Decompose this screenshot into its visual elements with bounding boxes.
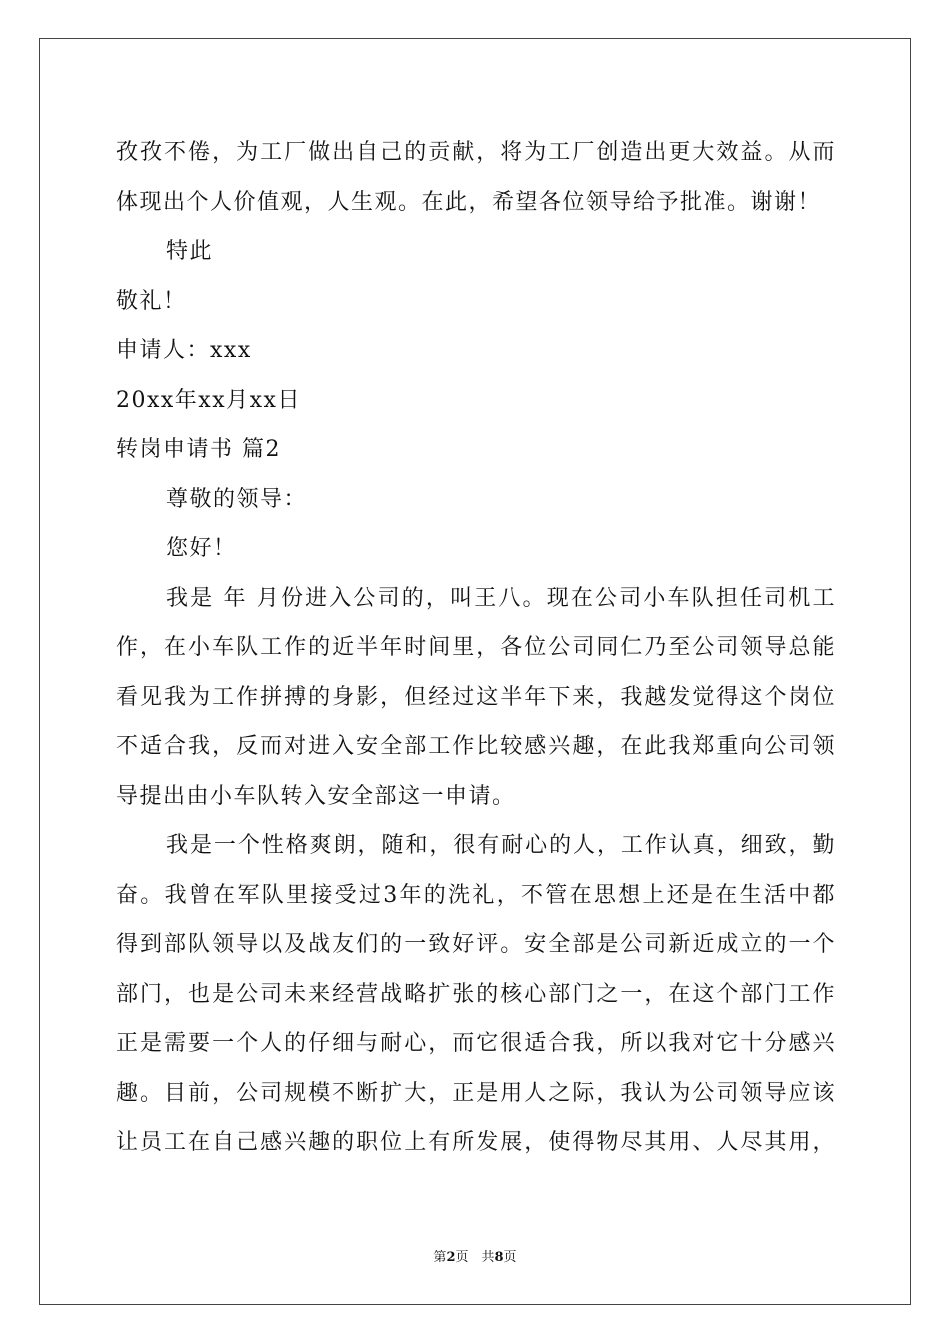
text-line: 奋。我曾在军队里接受过3年的洗礼，不管在思想上还是在生活中都 xyxy=(116,882,836,908)
text-line: 趣。目前，公司规模不断扩大，正是用人之际，我认为公司领导应该 xyxy=(116,1080,836,1106)
text-line: 让员工在自己感兴趣的职位上有所发展，使得物尽其用、人尽其用， xyxy=(116,1130,836,1155)
text-line: 不适合我，反而对进入安全部工作比较感兴趣，在此我郑重向公司领 xyxy=(116,734,836,759)
text-line: 您好！ xyxy=(166,536,237,561)
text-line: 作，在小车队工作的近半年时间里，各位公司同仁乃至公司领导总能 xyxy=(116,635,836,660)
page-footer xyxy=(0,1246,950,1265)
text-line: 转岗申请书 篇2 xyxy=(116,437,281,462)
text-line: 体现出个人价值观，人生观。在此，希望各位领导给予批准。谢谢！ xyxy=(116,189,822,215)
total-page-count: 8 xyxy=(494,1250,504,1265)
text-line: 正是需要一个人的仔细与耐心，而它很适合我，所以我对它十分感兴 xyxy=(116,1031,836,1056)
footer-mid: 页 共 xyxy=(455,1250,495,1265)
text-line: 特此 xyxy=(166,239,214,264)
text-line: 尊敬的领导： xyxy=(166,486,308,512)
text-line: 敬礼！ xyxy=(116,288,187,314)
text-line: 导提出由小车队转入安全部这一申请。 xyxy=(116,783,516,809)
footer-prefix: 第 xyxy=(433,1250,447,1265)
document-body xyxy=(116,128,836,1168)
text-line: 20xx年xx月xx日 xyxy=(116,387,301,413)
text-line: 申请人：xxx xyxy=(116,338,252,363)
footer-suffix: 页 xyxy=(503,1250,517,1265)
text-line: 部门，也是公司未来经营战略扩张的核心部门之一，在这个部门工作 xyxy=(116,981,836,1007)
text-line: 看见我为工作拼搏的身影，但经过这半年下来，我越发觉得这个岗位 xyxy=(116,684,836,710)
text-line: 我是 年 月份进入公司的，叫王八。现在公司小车队担任司机工 xyxy=(166,585,836,611)
text-line: 得到部队领导以及战友们的一致好评。安全部是公司新近成立的一个 xyxy=(116,932,836,957)
current-page-number: 2 xyxy=(446,1250,456,1265)
text-line: 孜孜不倦，为工厂做出自己的贡献，将为工厂创造出更大效益。从而 xyxy=(116,140,836,165)
text-line: 我是一个性格爽朗，随和，很有耐心的人，工作认真，细致，勤 xyxy=(166,833,836,858)
